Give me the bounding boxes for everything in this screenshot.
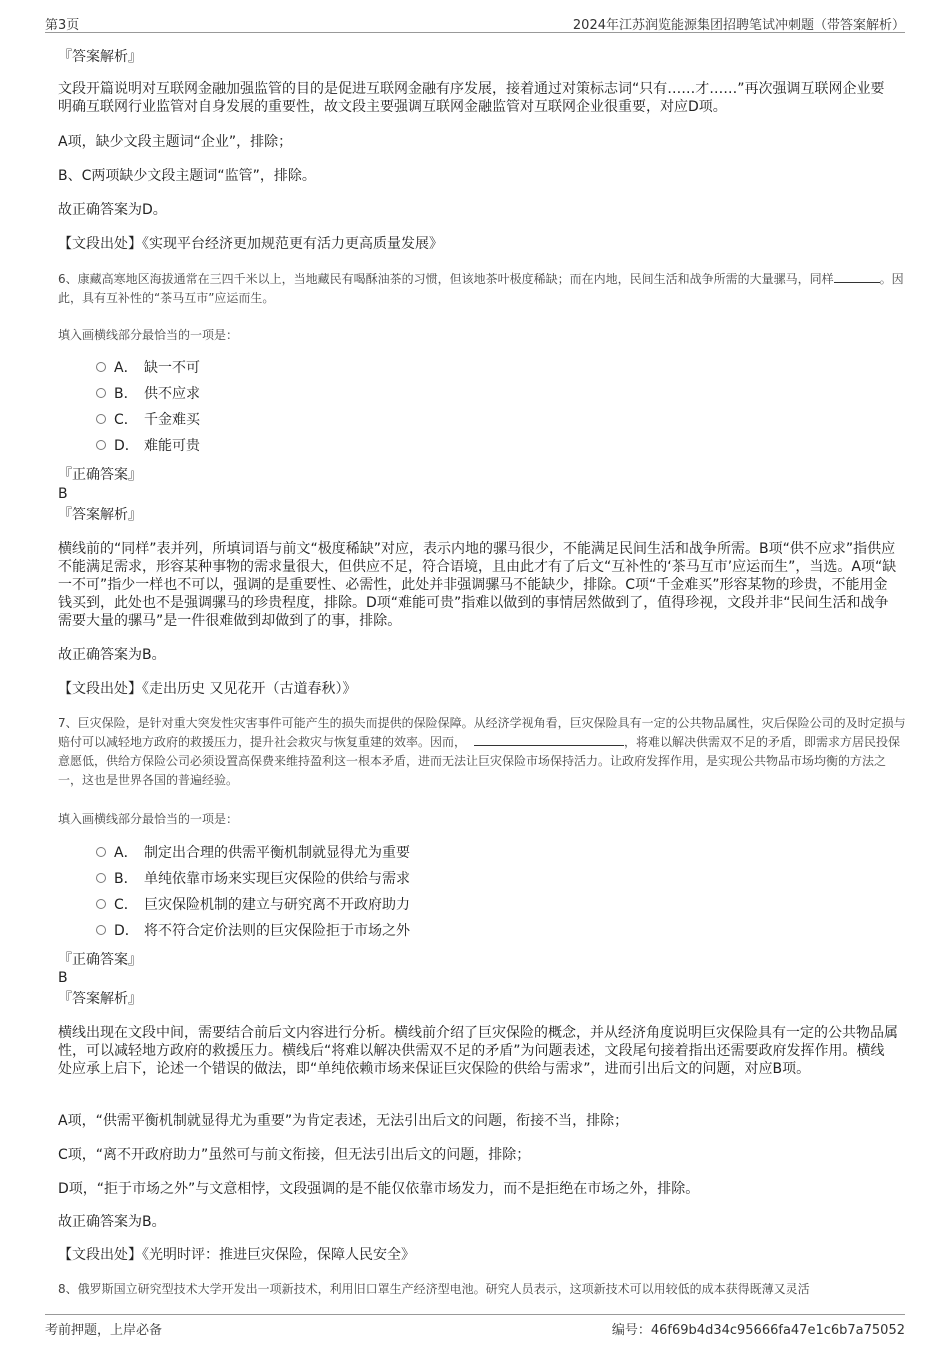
- q6-prompt: 填入画横线部分最恰当的一项是：: [58, 328, 239, 342]
- q5-source: 【文段出处】《实现平台经济更加规范更有活力更高质量发展》: [58, 236, 443, 252]
- q5-analysis-label: 『答案解析』: [58, 49, 142, 65]
- q7-source: 【文段出处】《光明时评：推进巨灾保险，保障人民安全》: [58, 1247, 415, 1263]
- q7-option-d-explain: D项，“拒于市场之外”与文意相悖，文段强调的是不能仅依靠市场发力，而不是拒绝在市场之外，排除。: [58, 1181, 700, 1197]
- q6-analysis-text: 横线前的“同样”表并列，所填词语与前文“极度稀缺”对应，表示内地的骡马很少，不能满足民间生活和战争所需。B项“供不应求”指供应不能满足需求，形容某种事物的需求量很大，但供应不足，符合语境，且由此才有了后文“互补性的‘茶马互市’应运而生”，当选。A项“缺一不可”指少一样也不可以，强调的是重要性、必需性，此处并非强调骡马不能缺少，排除。C项“千金难买”形容某物的珍贵，不能用金钱买到，此处也不是强调骡马的珍贵程度，排除。D项“难能可贵”指难以做到的事情居然做到了，值得珍视，文段并非“民间生活和战争需要大量的骡马”是一件很难做到却做到了的事，排除。: [58, 541, 897, 629]
- radio-icon[interactable]: [96, 362, 106, 372]
- q7-stem-part1: 7、巨灾保险，是针对重大突发性灾害事件可能产生的损失而提供的保险保障。从经济学视角看，巨灾保险具有一定的公共物品属性，灾后保险公司的及时定损与赔付可以减轻地方政府的救援压力，提升社会救灾与恢复重建的效率。因而，: [58, 716, 906, 749]
- q6-correct-answer: B: [58, 486, 68, 502]
- q7-prompt: 填入画横线部分最恰当的一项是：: [58, 812, 239, 826]
- q6-stem: [58, 270, 908, 308]
- q7-option-c-explain: C项，“离不开政府助力”虽然可与前文衔接，但无法引出后文的问题，排除；: [58, 1147, 531, 1163]
- q7-option-a[interactable]: A． 制定出合理的供需平衡机制就显得尤为重要: [96, 843, 410, 863]
- page-header: [45, 12, 905, 33]
- q5-conclusion: 故正确答案为D。: [58, 202, 167, 218]
- q7-analysis-text: 横线出现在文段中间，需要结合前后文内容进行分析。横线前介绍了巨灾保险的概念，并从经济角度说明巨灾保险具有一定的公共物品属性，可以减轻地方政府的救援压力。横线后“将难以解决供需双不足的矛盾”为问题表述，文段尾句接着指出还需要政府发挥作用。横线处应承上启下，论述一个错误的做法，即“单纯依赖市场来保证巨灾保险的供给与需求”，进而引出后文的问题，对应B项。: [58, 1025, 898, 1077]
- q6-option-d[interactable]: D． 难能可贵: [96, 436, 200, 456]
- radio-icon[interactable]: [96, 899, 106, 909]
- q6-stem-part2: 。因此，具有互补性的“茶马互市”应运而生。: [58, 272, 904, 305]
- radio-icon[interactable]: [96, 414, 106, 424]
- q5-analysis-text: 文段开篇说明对互联网金融加强监管的目的是促进互联网金融有序发展，接着通过对策标志词“只有……才……”再次强调互联网企业要明确互联网行业监管对自身发展的重要性，故文段主要强调互联网金融监管对互联网企业很重要，对应D项。: [58, 81, 885, 115]
- q7-stem: [58, 714, 908, 790]
- radio-icon[interactable]: [96, 925, 106, 935]
- q7-conclusion: 故正确答案为B。: [58, 1214, 166, 1230]
- q6-option-b[interactable]: B． 供不应求: [96, 384, 200, 404]
- q6-option-a[interactable]: A． 缺一不可: [96, 358, 200, 378]
- radio-icon[interactable]: [96, 440, 106, 450]
- q7-option-d[interactable]: D． 将不符合定价法则的巨灾保险拒于市场之外: [96, 921, 410, 941]
- q5-option-bc-explain: B、C两项缺少文段主题词“监管”，排除。: [58, 168, 316, 184]
- q7-option-b[interactable]: B． 单纯依靠市场来实现巨灾保险的供给与需求: [96, 869, 410, 889]
- q6-stem-part1: 6、康藏高寒地区海拔通常在三四千米以上，当地藏民有喝酥油茶的习惯，但该地茶叶极度稀缺；而在内地，民间生活和战争所需的大量骡马，同样: [58, 272, 834, 286]
- page-number: 第3页: [45, 18, 80, 33]
- document-title: 2024年江苏润览能源集团招聘笔试冲刺题（带答案解析）: [572, 18, 905, 33]
- q7-stem-part2: ，将难以解决供需双不足的矛盾，即需求方居民投保意愿低，供给方保险公司必须设置高保费来维持盈利这一根本矛盾，进而无法让巨灾保险市场保持活力。让政府发挥作用，是实现公共物品市场均衡的方法之一，这也是世界各国的普遍经验。: [58, 735, 901, 787]
- q7-option-c[interactable]: C． 巨灾保险机制的建立与研究离不开政府助力: [96, 895, 410, 915]
- q7-blank: [474, 733, 624, 746]
- radio-icon[interactable]: [96, 847, 106, 857]
- q5-option-a-explain: A项，缺少文段主题词“企业”，排除；: [58, 134, 293, 150]
- radio-icon[interactable]: [96, 873, 106, 883]
- q6-analysis-label: 『答案解析』: [58, 507, 142, 523]
- q7-correct-answer: B: [58, 970, 68, 986]
- q6-correct-label: 『正确答案』: [58, 467, 142, 483]
- q7-analysis-label: 『答案解析』: [58, 991, 142, 1007]
- q6-conclusion: 故正确答案为B。: [58, 647, 166, 663]
- document-code: 编号：46f69b4d34c95666fa47e1c6b7a75052: [611, 1323, 905, 1338]
- q6-blank: [834, 270, 880, 283]
- q8-stem: 8、俄罗斯国立研究型技术大学开发出一项新技术，利用旧口罩生产经济型电池。研究人员表示，这项新技术可以用较低的成本获得既薄又灵活: [58, 1282, 810, 1296]
- q7-correct-label: 『正确答案』: [58, 952, 142, 968]
- q6-source: 【文段出处】《走出历史 又见花开（古道春秋）》: [58, 681, 357, 697]
- footer-slogan: 考前押题，上岸必备: [45, 1323, 163, 1338]
- radio-icon[interactable]: [96, 388, 106, 398]
- q7-option-a-explain: A项，“供需平衡机制就显得尤为重要”为肯定表述，无法引出后文的问题，衔接不当，排除；: [58, 1113, 629, 1129]
- q6-option-c[interactable]: C． 千金难买: [96, 410, 200, 430]
- page-footer: [45, 1314, 905, 1338]
